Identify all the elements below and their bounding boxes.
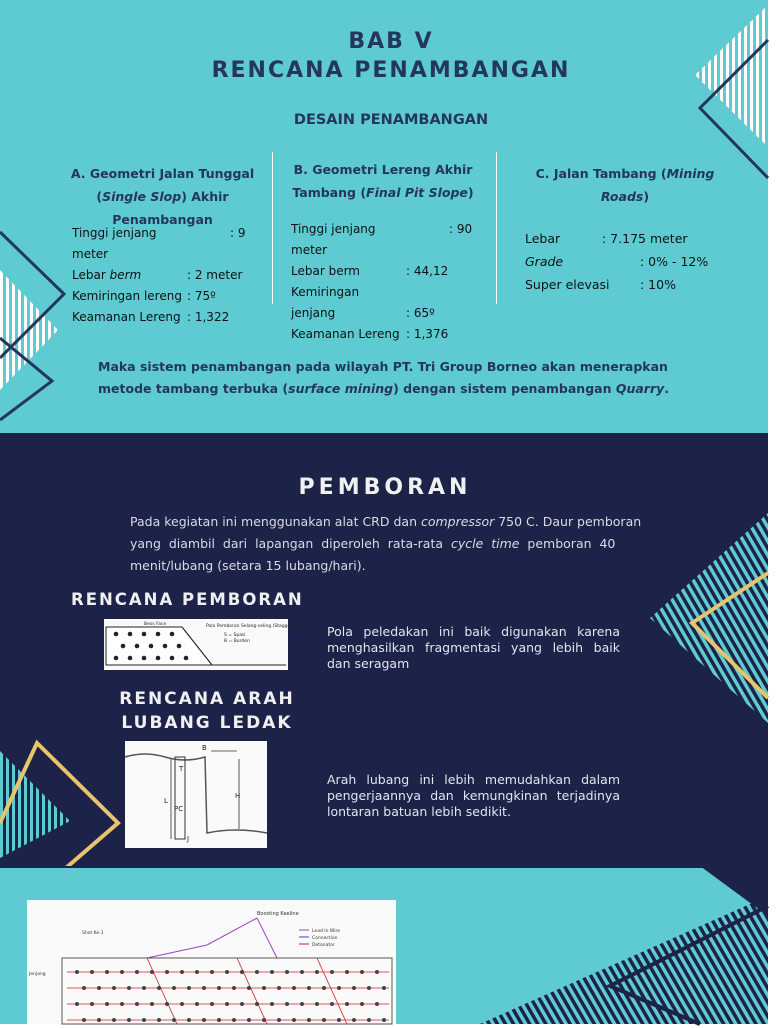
- col-a-title-line1: A. Geometri Jalan Tunggal: [70, 166, 255, 181]
- pemboran-intro: [130, 511, 657, 577]
- spec-row: Tinggi jenjang : 90: [291, 222, 473, 236]
- legend-lead-in-wire: Lead In Wire: [312, 929, 340, 934]
- pemboran-title: PEMBORAN: [298, 475, 472, 500]
- spec-row: meter: [291, 243, 328, 257]
- legend-spasi: S = Spasi: [224, 633, 246, 638]
- legend-detonator: Detonator: [312, 943, 335, 948]
- rencana-arah-line2: LUBANG LEDAK: [121, 713, 293, 733]
- intro-line1: Pada kegiatan ini menggunakan alat CRD dan compressor 750 C. Daur pemboran: [130, 514, 642, 529]
- intro-line3: menit/lubang (setara 15 lubang/hari).: [130, 558, 366, 573]
- spec-row: Grade : 0% - 12%: [525, 254, 709, 269]
- rencana-pemboran-text: Pola peledakan ini baik digunakan karena menghasilkan fragmentasi yang lebih baik dan seragam: [327, 624, 620, 671]
- label-pc: PC: [174, 805, 184, 813]
- rencana-arah-heading: [112, 687, 302, 735]
- slide-blasting-layout: [0, 866, 768, 1024]
- blasthole-figure: [125, 741, 267, 848]
- intro-line2: yang diambil dari lapangan diperoleh rata-rata cycle time pemboran 40: [130, 536, 616, 551]
- closing-statement: [98, 356, 718, 400]
- legend-burden: B = Burden: [224, 639, 250, 644]
- boosting-label: Boosting Keeline: [257, 911, 299, 917]
- col-c-specs: [525, 227, 745, 296]
- spec-row: Tinggi jenjang : 9: [72, 226, 246, 240]
- spec-row: Lebar berm : 2 meter: [72, 268, 243, 282]
- column-divider: [496, 152, 497, 304]
- legend-connection: Connection: [312, 936, 338, 941]
- spec-row: Lebar : 7.175 meter: [525, 231, 688, 246]
- page-title: RENCANA PENAMBANGAN: [211, 58, 571, 83]
- chapter-label: BAB V: [348, 29, 434, 54]
- col-b-title-line2: Tambang (Final Pit Slope): [292, 185, 474, 200]
- spec-row: meter: [72, 247, 109, 261]
- spec-row: Keamanan Lereng : 1,376: [291, 327, 449, 341]
- drill-pattern-diagram: [104, 619, 300, 670]
- spec-row: Kemiringan lereng : 75º: [72, 289, 216, 303]
- col-c-title-line1: C. Jalan Tambang (Mining: [535, 166, 715, 181]
- col-b-title-line1: B. Geometri Lereng Akhir: [293, 162, 473, 177]
- col-a-specs: [72, 223, 257, 328]
- col-b-title: [283, 158, 483, 204]
- shot-label: Shot Ke-1: [82, 931, 104, 936]
- rencana-pemboran-heading: RENCANA PEMBORAN: [71, 590, 304, 609]
- spec-row: Lebar berm : 44,12: [291, 264, 449, 278]
- column-divider: [272, 152, 273, 304]
- label-j: J: [187, 835, 190, 843]
- spec-row: Super elevasi : 10%: [525, 277, 676, 292]
- blasting-layout-figure: [27, 900, 396, 1024]
- blasthole-diagram: [125, 741, 267, 848]
- col-c-title: [515, 162, 735, 208]
- slide-desain-penambangan: [0, 0, 768, 433]
- blast-holes: [75, 970, 386, 1022]
- label-t: T: [179, 765, 184, 773]
- section-subtitle: DESAIN PENAMBANGAN: [293, 112, 489, 128]
- label-h: H: [235, 792, 241, 800]
- slide-pemboran: [0, 433, 768, 866]
- blasting-layout-diagram: [27, 900, 396, 1024]
- drill-pattern-figure: [104, 619, 300, 670]
- spec-row: Kemiringan jenjang : 65º: [291, 285, 435, 320]
- col-a-title-line2: (Single Slop) Akhir: [96, 189, 229, 204]
- side-label: Jenjang: [29, 972, 46, 977]
- label-b: B: [202, 744, 207, 752]
- pattern-label: Pola Pemboran Selang-seling (Staggered): [206, 624, 300, 629]
- rencana-arah-line1: RENCANA ARAH: [119, 689, 295, 709]
- closing-line2: metode tambang terbuka (surface mining) dengan sistem penambangan Quarry.: [98, 381, 670, 396]
- closing-line1: Maka sistem penambangan pada wilayah PT. Tri Group Borneo akan menerapkan: [98, 359, 668, 374]
- col-a-title: [60, 162, 265, 231]
- blast-rows: [67, 958, 389, 1024]
- rencana-arah-text: Arah lubang ini lebih memudahkan dalam pengerjaannya dan kemungkinan terjadinya lontaran batuan lebih sedikit.: [327, 772, 620, 819]
- col-b-specs: [291, 219, 481, 345]
- label-l: L: [164, 797, 168, 805]
- spec-row: Keamanan Lereng : 1,322: [72, 310, 230, 324]
- col-a-title-line3: Penambangan: [112, 212, 213, 227]
- col-c-title-line2: Roads): [600, 189, 650, 204]
- bess-face-label: Bess Face: [144, 622, 167, 627]
